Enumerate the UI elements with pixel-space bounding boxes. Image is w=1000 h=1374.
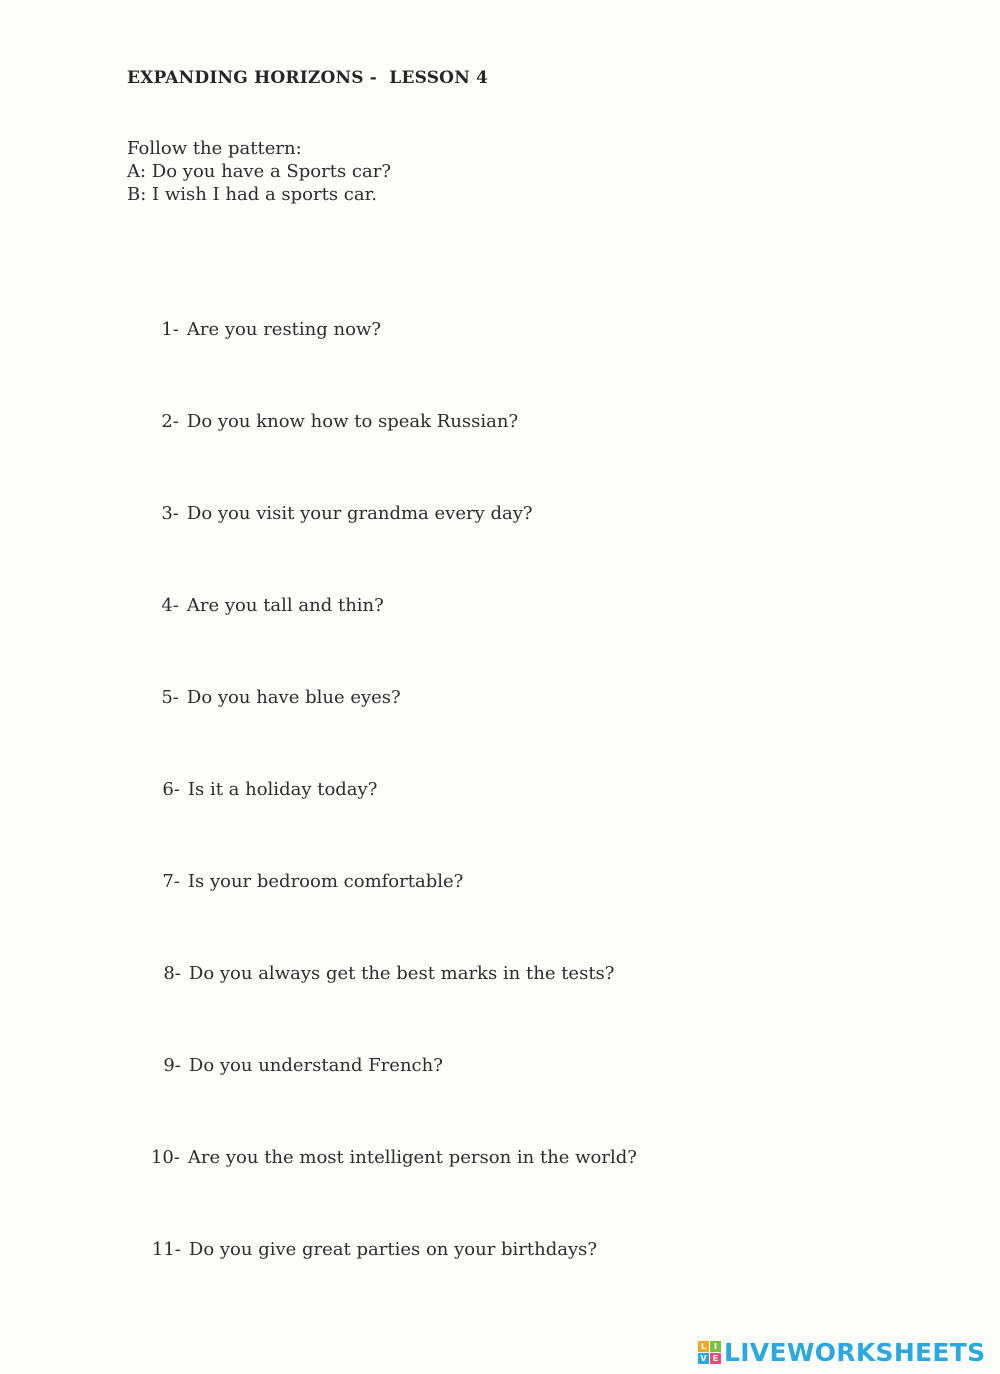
question-text: Do you visit your grandma every day? xyxy=(186,503,533,524)
liveworksheets-brand xyxy=(698,1338,985,1367)
logo-tile: V xyxy=(698,1353,709,1364)
question-9 xyxy=(118,1034,443,1097)
question-number: 4- xyxy=(161,595,179,616)
question-number: 11- xyxy=(151,1239,181,1260)
question-number: 2- xyxy=(161,411,179,432)
question-8 xyxy=(118,942,614,1005)
question-number: 6- xyxy=(162,779,180,800)
instruction-line: B: I wish I had a sports car. xyxy=(127,184,377,205)
question-1 xyxy=(116,298,381,361)
question-text: Do you understand French? xyxy=(188,1055,443,1076)
instructions xyxy=(127,137,391,206)
brand-wordmark: LIVEWORKSHEETS xyxy=(724,1338,986,1367)
logo-tile: E xyxy=(710,1353,721,1364)
question-text: Do you give great parties on your birthdays? xyxy=(188,1239,598,1260)
question-2 xyxy=(116,390,518,453)
question-number: 8- xyxy=(163,963,181,984)
question-number: 1- xyxy=(161,319,179,340)
worksheet-title: EXPANDING HORIZONS - LESSON 4 xyxy=(127,68,489,88)
question-number: 10- xyxy=(150,1147,180,1168)
logo-tile: L xyxy=(698,1341,709,1352)
question-number: 9- xyxy=(163,1055,181,1076)
instruction-line: A: Do you have a Sports car? xyxy=(127,161,391,182)
question-7 xyxy=(117,850,463,913)
question-text: Do you always get the best marks in the tests? xyxy=(188,963,615,984)
question-6 xyxy=(117,758,377,821)
logo-tile: I xyxy=(710,1341,721,1352)
liveworksheets-logo-icon xyxy=(698,1341,721,1364)
question-text: Is it a holiday today? xyxy=(187,779,378,800)
question-5 xyxy=(116,666,401,729)
instruction-line: Follow the pattern: xyxy=(127,138,302,159)
question-3 xyxy=(116,482,533,545)
question-text: Are you the most intelligent person in the world? xyxy=(187,1147,637,1168)
question-text: Do you have blue eyes? xyxy=(186,687,401,708)
question-number: 5- xyxy=(161,687,179,708)
question-text: Are you tall and thin? xyxy=(186,595,384,616)
question-number: 7- xyxy=(162,871,180,892)
question-text: Do you know how to speak Russian? xyxy=(186,411,519,432)
question-11 xyxy=(118,1218,597,1281)
question-10 xyxy=(117,1126,637,1189)
question-number: 3- xyxy=(161,503,179,524)
question-text: Is your bedroom comfortable? xyxy=(187,871,464,892)
question-4 xyxy=(116,574,384,637)
question-text: Are you resting now? xyxy=(186,319,381,340)
